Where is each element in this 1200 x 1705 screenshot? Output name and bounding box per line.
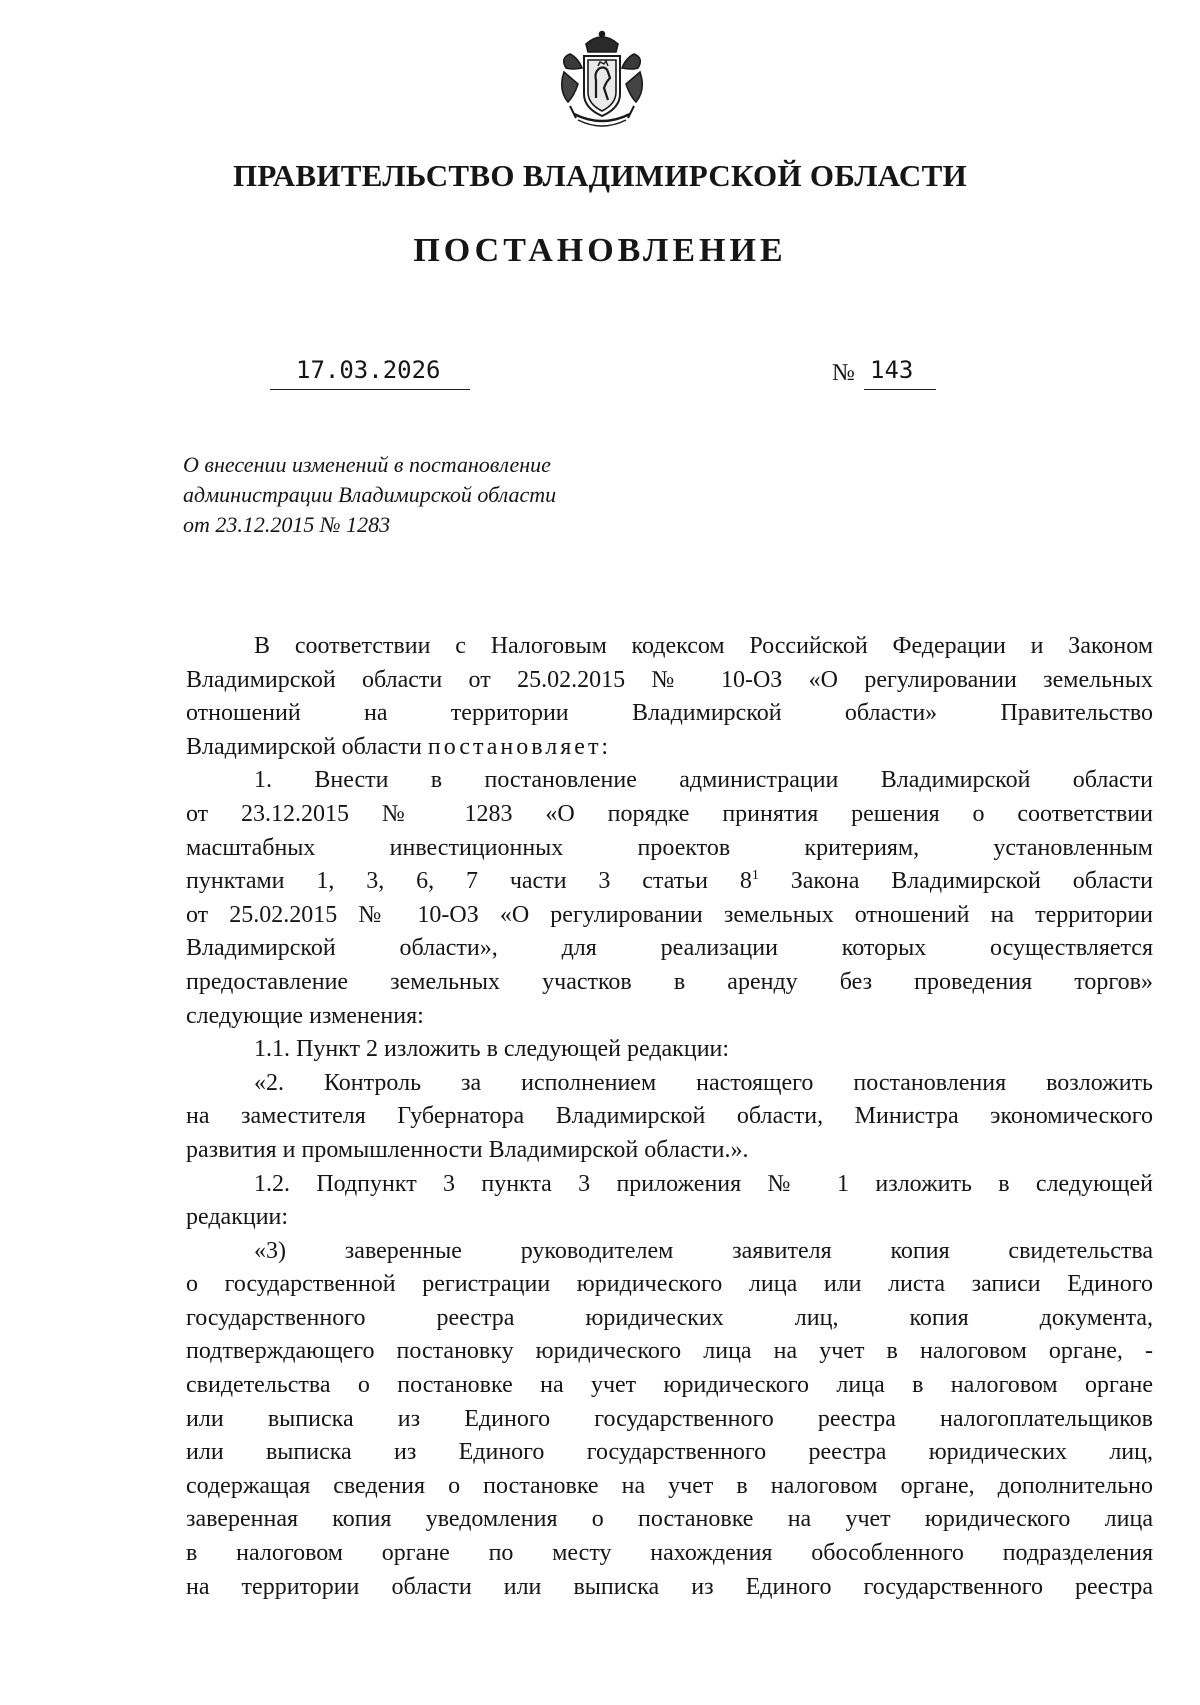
body-line: развития и промышленности Владимирской области.». bbox=[186, 1136, 749, 1163]
body-line: отношений на территории Владимирской области» Правительство bbox=[186, 700, 1153, 727]
body-line: 1.1. Пункт 2 изложить в следующей редакции: bbox=[254, 1036, 730, 1063]
subject-line: от 23.12.2015 № 1283 bbox=[183, 512, 391, 537]
body-line: на заместителя Губернатора Владимирской области, Министра экономического bbox=[186, 1103, 1153, 1130]
body-line: о государственной регистрации юридического лица или листа записи Единого bbox=[186, 1271, 1153, 1298]
body-line: или выписка из Единого государственного реестра юридических лиц, bbox=[186, 1439, 1153, 1466]
document-body bbox=[186, 630, 1153, 1604]
body-line: от 23.12.2015 № 1283 «О порядке принятия решения о соответствии bbox=[186, 800, 1153, 827]
superscript: 1 bbox=[751, 868, 759, 884]
body-line: содержащая сведения о постановке на учет в налоговом органе, дополнительно bbox=[186, 1472, 1153, 1499]
body-line: 1.2. Подпункт 3 пункта 3 приложения № 1 изложить в следующей bbox=[254, 1170, 1153, 1197]
number-sign: № bbox=[832, 360, 855, 386]
body-line: 1. Внести в постановление администрации Владимирской области bbox=[254, 767, 1153, 794]
body-line: «3) заверенные руководителем заявителя копия свидетельства bbox=[254, 1237, 1153, 1264]
government-name: ПРАВИТЕЛЬСТВО ВЛАДИМИРСКОЙ ОБЛАСТИ bbox=[233, 158, 967, 193]
body-line: следующие изменения: bbox=[186, 1002, 424, 1029]
body-line: свидетельства о постановке на учет юридического лица в налоговом органе bbox=[186, 1372, 1153, 1399]
body-line: или выписка из Единого государственного реестра налогоплательщиков bbox=[186, 1405, 1153, 1432]
body-text-fragment: Закона Владимирской области bbox=[758, 868, 1153, 895]
body-line: редакции: bbox=[186, 1204, 289, 1231]
subject-line: администрации Владимирской области bbox=[183, 482, 557, 507]
document-number: 143 bbox=[864, 356, 936, 390]
body-line: подтверждающего постановку юридического лица на учет в налоговом органе, - bbox=[186, 1338, 1153, 1365]
body-line: предоставление земельных участков в аренду без проведения торгов» bbox=[186, 968, 1153, 995]
body-line: государственного реестра юридических лиц, копия документа, bbox=[186, 1304, 1153, 1331]
document-subject bbox=[183, 450, 643, 540]
body-line bbox=[186, 865, 1153, 899]
body-line: в налоговом органе по месту нахождения обособленного подразделения bbox=[186, 1540, 1153, 1567]
body-line: заверенная копия уведомления о постановке на учет юридического лица bbox=[186, 1506, 1153, 1533]
body-line: «2. Контроль за исполнением настоящего постановления возложить bbox=[254, 1069, 1153, 1096]
body-line: В соответствии с Налоговым кодексом Российской Федерации и Законом bbox=[254, 633, 1153, 659]
body-line: Владимирской области от 25.02.2015 № 10-ОЗ «О регулировании земельных bbox=[186, 666, 1153, 693]
subject-line: О внесении изменений в постановление bbox=[183, 452, 551, 477]
body-line bbox=[186, 731, 1153, 765]
body-line: на территории области или выписка из Единого государственного реестра bbox=[186, 1573, 1153, 1600]
coat-of-arms-emblem bbox=[556, 28, 648, 132]
body-line: Владимирской области», для реализации которых осуществляется bbox=[186, 935, 1153, 962]
body-text-fragment: Владимирской области bbox=[186, 733, 428, 760]
body-text-fragment: пунктами 1, 3, 6, 7 части 3 статьи 8 bbox=[186, 868, 752, 895]
document-type-title: ПОСТАНОВЛЕНИЕ bbox=[413, 232, 787, 269]
body-line: масштабных инвестиционных проектов критериям, установленным bbox=[186, 834, 1153, 861]
document-date: 17.03.2026 bbox=[270, 356, 470, 390]
spaced-word-postanovlyaet: постановляет: bbox=[427, 733, 612, 760]
body-line: от 25.02.2015 № 10-ОЗ «О регулировании земельных отношений на территории bbox=[186, 901, 1153, 928]
